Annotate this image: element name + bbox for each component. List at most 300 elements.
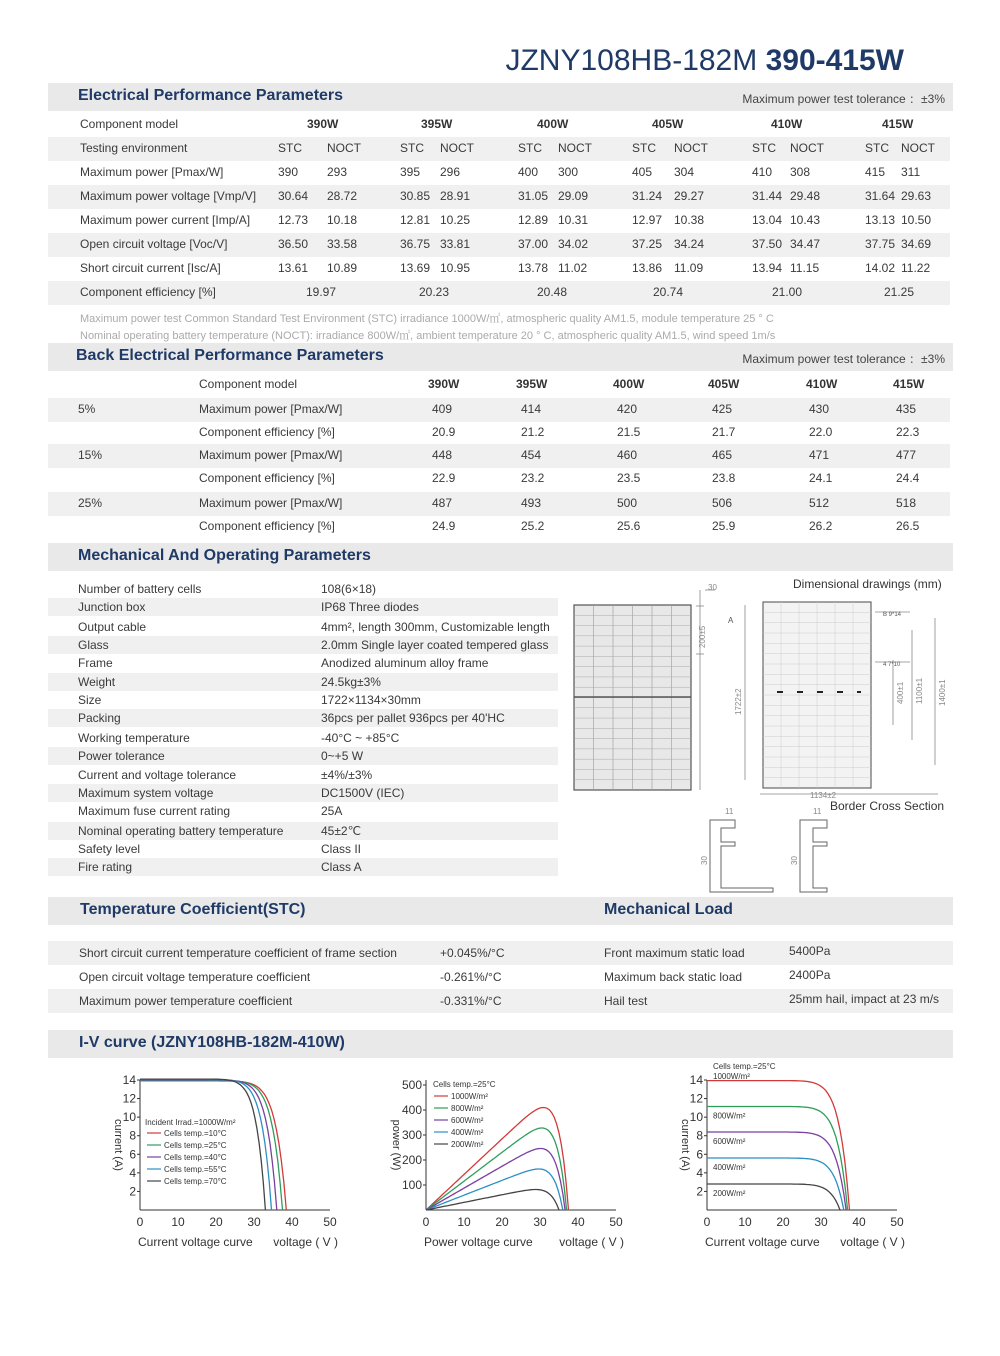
mech-row bbox=[48, 729, 558, 747]
mech-label: Fire rating bbox=[78, 860, 133, 874]
cell-value: 31.05 bbox=[518, 189, 549, 203]
x-axis-label: voltage ( V ) bbox=[559, 1235, 624, 1249]
y-tick-label: 8 bbox=[129, 1128, 136, 1143]
back-eff-row bbox=[48, 421, 950, 445]
back-power-value: 518 bbox=[896, 496, 917, 510]
cell-value: 13.94 bbox=[752, 261, 783, 275]
dim-1722: 1722±2 bbox=[734, 688, 743, 715]
cell-value: 34.02 bbox=[558, 237, 589, 251]
mech-label: Power tolerance bbox=[78, 749, 165, 763]
back-power-value: 487 bbox=[432, 496, 453, 510]
temp-row bbox=[48, 941, 953, 965]
noct-header-1: NOCT bbox=[440, 141, 474, 155]
cell-value: 10.89 bbox=[327, 261, 358, 275]
stc-header-1: STC bbox=[400, 141, 424, 155]
efficiency-value: 20.23 bbox=[419, 285, 450, 299]
series-line-3 bbox=[426, 1169, 563, 1210]
model-header-4: 410W bbox=[771, 117, 803, 131]
back-power-value: 500 bbox=[617, 496, 638, 510]
mech-label: Working temperature bbox=[78, 731, 190, 745]
efficiency-value: 20.74 bbox=[653, 285, 684, 299]
temp-label: Open circuit voltage temperature coefficient bbox=[79, 970, 311, 984]
y-axis-label: current (A) bbox=[112, 1119, 124, 1171]
cell-value: 304 bbox=[674, 165, 695, 179]
cell-value: 13.13 bbox=[865, 213, 896, 227]
load-value: 2400Pa bbox=[789, 968, 831, 982]
back-eff-value: 22.0 bbox=[809, 425, 833, 439]
dim-30-b: 30 bbox=[790, 856, 799, 865]
mech-row bbox=[48, 654, 558, 672]
back-eff-value: 24.4 bbox=[896, 471, 920, 485]
model-header-2: 400W bbox=[537, 117, 569, 131]
dim-30: 30 bbox=[708, 583, 717, 592]
cell-value: 11.22 bbox=[901, 261, 931, 275]
row-label: Maximum power [Pmax/W] bbox=[80, 165, 224, 179]
x-tick-label: 20 bbox=[776, 1215, 790, 1229]
x-tick-label: 10 bbox=[738, 1215, 752, 1229]
mech-row bbox=[48, 618, 558, 636]
back-eff-value: 21.7 bbox=[712, 425, 736, 439]
back-eff-value: 26.5 bbox=[896, 519, 920, 533]
mech-row bbox=[48, 766, 558, 784]
border-cross-section bbox=[710, 820, 827, 892]
back-eff-value: 21.2 bbox=[521, 425, 545, 439]
page-title bbox=[505, 44, 904, 78]
cell-value: 293 bbox=[327, 165, 348, 179]
cell-value: 33.58 bbox=[327, 237, 358, 251]
cell-value: 311 bbox=[901, 165, 921, 179]
border-cross-section-title: Border Cross Section bbox=[830, 799, 945, 813]
y-tick-label: 4 bbox=[696, 1165, 703, 1180]
cell-value: 405 bbox=[632, 165, 653, 179]
cell-value: 12.97 bbox=[632, 213, 663, 227]
y-tick-label: 14 bbox=[689, 1073, 703, 1087]
x-tick-label: 40 bbox=[852, 1215, 866, 1229]
temp-load-header-bar bbox=[48, 897, 953, 925]
back-model-header-1: 395W bbox=[516, 377, 548, 391]
dim-1400: 1400±1 bbox=[938, 679, 947, 706]
section-heading-back: Back Electrical Performance Parameters bbox=[76, 347, 384, 364]
noct-header-3: NOCT bbox=[674, 141, 708, 155]
chart-title: Current voltage curve bbox=[138, 1235, 253, 1249]
y-tick-label: 100 bbox=[401, 1178, 422, 1192]
legend-title: Incident Irrad.=1000W/m² bbox=[145, 1118, 236, 1127]
mech-row bbox=[48, 636, 558, 654]
cell-value: 415 bbox=[865, 165, 886, 179]
cell-value: 296 bbox=[440, 165, 461, 179]
series-line-0 bbox=[426, 1108, 569, 1211]
x-tick-label: 40 bbox=[285, 1215, 299, 1229]
back-power-value: 435 bbox=[896, 402, 917, 416]
cell-value: 10.25 bbox=[440, 213, 471, 227]
y-tick-label: 2 bbox=[696, 1184, 703, 1199]
x-tick-label: 0 bbox=[422, 1215, 430, 1229]
stc-note: Maximum power test Common Standard Test Environment (STC) irradiance 1000W/㎡, atmospheric quality AM1.5, module temperature 25 ° C bbox=[80, 313, 774, 325]
cell-value: 11.15 bbox=[790, 261, 820, 275]
back-eff-value: 22.9 bbox=[432, 471, 456, 485]
back-power-value: 493 bbox=[521, 496, 542, 510]
mech-value: 108(6×18) bbox=[321, 582, 377, 596]
dim-200: 200±5 bbox=[698, 625, 707, 648]
back-power-value: 448 bbox=[432, 448, 453, 462]
temp-label: Maximum power temperature coefficient bbox=[79, 994, 293, 1008]
cell-value: 12.89 bbox=[518, 213, 549, 227]
legend-entry: Cells temp.=55°C bbox=[164, 1165, 227, 1174]
row-label: Short circuit current [Isc/A] bbox=[80, 261, 221, 275]
cell-value: 34.69 bbox=[901, 237, 932, 251]
panel-back-view bbox=[763, 602, 871, 788]
x-tick-label: 30 bbox=[533, 1215, 547, 1229]
mech-value: 4mm², length 300mm, Customizable length bbox=[321, 620, 550, 634]
mech-value: 25A bbox=[321, 804, 343, 818]
electrical-header-bar bbox=[48, 83, 953, 111]
mech-value: ±4%/±3% bbox=[321, 768, 373, 782]
row-label: Maximum power voltage [Vmp/V] bbox=[80, 189, 257, 203]
back-eff-value: 20.9 bbox=[432, 425, 456, 439]
series-label: 200W/m² bbox=[713, 1189, 746, 1198]
bifacial-gain: 25% bbox=[78, 496, 103, 510]
back-power-label: Maximum power [Pmax/W] bbox=[199, 402, 343, 416]
back-power-value: 512 bbox=[809, 496, 830, 510]
mech-row bbox=[48, 784, 558, 802]
table-row-elec-3 bbox=[48, 185, 950, 209]
dim-1100: 1100±1 bbox=[915, 677, 924, 704]
y-tick-label: 8 bbox=[696, 1128, 703, 1143]
x-tick-label: 30 bbox=[247, 1215, 261, 1229]
cell-value: 10.50 bbox=[901, 213, 932, 227]
cell-value: 28.72 bbox=[327, 189, 358, 203]
section-heading-curves: I-V curve (JZNY108HB-182M-410W) bbox=[79, 1034, 345, 1051]
back-eff-value: 25.9 bbox=[712, 519, 736, 533]
mech-value: 45±2℃ bbox=[321, 824, 362, 838]
mech-value: Class II bbox=[321, 842, 362, 856]
table-row-elec-0 bbox=[48, 113, 950, 137]
cell-value: 300 bbox=[558, 165, 579, 179]
back-tolerance-note: Maximum power test tolerance ：±3% bbox=[742, 352, 945, 366]
model-name: JZNY108HB-182M bbox=[505, 44, 758, 77]
mech-row bbox=[48, 691, 558, 709]
cell-value: 13.86 bbox=[632, 261, 663, 275]
back-eff-label: Component efficiency [%] bbox=[199, 519, 335, 533]
cell-value: 11.09 bbox=[674, 261, 704, 275]
mech-label: Nominal operating battery temperature bbox=[78, 824, 284, 838]
mech-label: Maximum fuse current rating bbox=[78, 804, 231, 818]
x-axis-label: voltage ( V ) bbox=[840, 1235, 905, 1249]
dim-30-a: 30 bbox=[700, 856, 709, 865]
mech-row bbox=[48, 673, 558, 691]
back-eff-label: Component efficiency [%] bbox=[199, 471, 335, 485]
model-header-3: 405W bbox=[652, 117, 684, 131]
x-tick-label: 20 bbox=[209, 1215, 223, 1229]
y-tick-label: 12 bbox=[122, 1091, 136, 1106]
table-row-elec-1 bbox=[48, 137, 950, 161]
mech-row bbox=[48, 822, 558, 840]
cell-value: 11.02 bbox=[558, 261, 588, 275]
x-tick-label: 20 bbox=[495, 1215, 509, 1229]
x-tick-label: 50 bbox=[323, 1215, 337, 1229]
efficiency-value: 20.48 bbox=[537, 285, 568, 299]
back-header-row bbox=[48, 373, 950, 397]
series-label: 1000W/m² bbox=[713, 1072, 750, 1081]
efficiency-value: 21.00 bbox=[772, 285, 803, 299]
mech-label: Safety level bbox=[78, 842, 141, 856]
cell-value: 29.27 bbox=[674, 189, 705, 203]
back-power-label: Maximum power [Pmax/W] bbox=[199, 496, 343, 510]
cell-value: 395 bbox=[400, 165, 421, 179]
cell-value: 37.75 bbox=[865, 237, 896, 251]
load-value: 25mm hail, impact at 23 m/s bbox=[789, 992, 940, 1006]
mech-value: Anodized aluminum alloy frame bbox=[321, 656, 489, 670]
temp-value: +0.045%/°C bbox=[440, 946, 505, 960]
chart-1 bbox=[381, 1065, 641, 1265]
y-tick-label: 6 bbox=[129, 1147, 136, 1162]
table-row-elec-6 bbox=[48, 257, 950, 281]
section-heading-electrical: Electrical Performance Parameters bbox=[78, 87, 344, 104]
x-tick-label: 50 bbox=[609, 1215, 623, 1229]
x-tick-label: 0 bbox=[136, 1215, 144, 1229]
back-model-header-3: 405W bbox=[708, 377, 740, 391]
legend-title: Cells temp.=25°C bbox=[433, 1080, 496, 1089]
cell-value: 10.18 bbox=[327, 213, 358, 227]
cell-value: 400 bbox=[518, 165, 539, 179]
back-power-value: 414 bbox=[521, 402, 542, 416]
cell-value: 37.25 bbox=[632, 237, 663, 251]
dim-1134: 1134±2 bbox=[810, 791, 837, 800]
back-eff-label: Component efficiency [%] bbox=[199, 425, 335, 439]
mech-value: 2.0mm Single layer coated tempered glass bbox=[321, 638, 549, 652]
back-eff-value: 24.9 bbox=[432, 519, 456, 533]
stc-header-4: STC bbox=[752, 141, 776, 155]
back-power-row bbox=[48, 444, 950, 468]
label-back-component-model: Component model bbox=[199, 377, 298, 391]
section-heading-load: Mechanical Load bbox=[604, 901, 733, 918]
mech-label: Frame bbox=[78, 656, 113, 670]
mech-label: Size bbox=[78, 693, 102, 707]
x-axis-label: voltage ( V ) bbox=[273, 1235, 338, 1249]
y-tick-label: 6 bbox=[696, 1147, 703, 1162]
cell-value: 13.04 bbox=[752, 213, 783, 227]
back-eff-value: 25.2 bbox=[521, 519, 545, 533]
mech-value: Class A bbox=[321, 860, 362, 874]
label-component-model: Component model bbox=[80, 117, 179, 131]
cell-value: 37.00 bbox=[518, 237, 549, 251]
mechanical-header-bar bbox=[48, 543, 953, 571]
load-label: Hail test bbox=[604, 994, 648, 1008]
y-tick-label: 4 bbox=[129, 1165, 136, 1180]
cell-value: 308 bbox=[790, 165, 811, 179]
dimensional-drawing bbox=[565, 580, 955, 900]
model-header-1: 395W bbox=[421, 117, 453, 131]
tolerance-note: Maximum power test tolerance ：±3% bbox=[742, 92, 945, 106]
legend-entry: 1000W/m² bbox=[451, 1092, 488, 1101]
cell-value: 10.31 bbox=[558, 213, 589, 227]
mech-value: 36pcs per pallet 936pcs per 40'HC bbox=[321, 711, 505, 725]
x-tick-label: 10 bbox=[457, 1215, 471, 1229]
y-tick-label: 12 bbox=[689, 1091, 703, 1106]
back-eff-value: 21.5 bbox=[617, 425, 641, 439]
dimensional-drawings-title: Dimensional drawings (mm) bbox=[793, 577, 942, 591]
mech-value: -40°C ~ +85°C bbox=[321, 731, 400, 745]
dim-t: 4 7*10 bbox=[883, 662, 901, 668]
y-tick-label: 14 bbox=[122, 1073, 136, 1087]
temp-row bbox=[48, 965, 953, 989]
cell-value: 29.63 bbox=[901, 189, 932, 203]
mech-value: IP68 Three diodes bbox=[321, 600, 419, 614]
temp-label: Short circuit current temperature coefficient of frame section bbox=[79, 946, 397, 960]
label-testing-environment: Testing environment bbox=[80, 141, 188, 155]
cell-value: 13.61 bbox=[278, 261, 309, 275]
mech-value: 0~+5 W bbox=[321, 749, 364, 763]
cell-value: 31.24 bbox=[632, 189, 663, 203]
y-tick-label: 500 bbox=[401, 1078, 422, 1092]
noct-header-2: NOCT bbox=[558, 141, 592, 155]
back-eff-value: 22.3 bbox=[896, 425, 920, 439]
y-axis-label: current (A) bbox=[679, 1119, 691, 1171]
stc-header-5: STC bbox=[865, 141, 889, 155]
back-power-row bbox=[48, 398, 950, 422]
dim-11-b: 11 bbox=[813, 807, 822, 816]
model-header-5: 415W bbox=[882, 117, 914, 131]
cell-value: 34.47 bbox=[790, 237, 821, 251]
legend-entry: Cells temp.=10°C bbox=[164, 1129, 227, 1138]
cell-value: 12.81 bbox=[400, 213, 431, 227]
cell-value: 30.64 bbox=[278, 189, 309, 203]
back-eff-value: 25.6 bbox=[617, 519, 641, 533]
back-power-value: 430 bbox=[809, 402, 830, 416]
y-tick-label: 10 bbox=[122, 1110, 136, 1125]
cell-value: 390 bbox=[278, 165, 299, 179]
cell-value: 10.95 bbox=[440, 261, 471, 275]
load-label: Front maximum static load bbox=[604, 946, 745, 960]
row-label: Maximum power current [Imp/A] bbox=[80, 213, 251, 227]
cell-value: 28.91 bbox=[440, 189, 471, 203]
back-power-value: 420 bbox=[617, 402, 638, 416]
cell-value: 33.81 bbox=[440, 237, 471, 251]
legend-entry: 400W/m² bbox=[451, 1128, 484, 1137]
table-row-elec-4 bbox=[48, 209, 950, 233]
back-power-value: 506 bbox=[712, 496, 733, 510]
back-eff-row bbox=[48, 467, 950, 491]
y-axis-label: power (W) bbox=[390, 1119, 402, 1171]
load-value: 5400Pa bbox=[789, 944, 831, 958]
series-label: 800W/m² bbox=[713, 1111, 746, 1121]
model-header-0: 390W bbox=[307, 117, 339, 131]
mech-label: Current and voltage tolerance bbox=[78, 768, 237, 782]
chart-2 bbox=[670, 1053, 930, 1253]
y-tick-label: 300 bbox=[401, 1128, 422, 1142]
cell-value: 36.75 bbox=[400, 237, 431, 251]
temp-value: -0.261%/°C bbox=[440, 970, 502, 984]
back-header-bar bbox=[48, 343, 953, 371]
back-power-value: 471 bbox=[809, 448, 830, 462]
power-range: 390-415W bbox=[765, 44, 904, 77]
back-eff-row bbox=[48, 515, 950, 539]
noct-note: Nominal operating battery temperature (NOCT): irradiance 800W/㎡, ambient temperature 20 ° C, atmospheric quality AM1.5, wind speed 1m/s bbox=[80, 330, 776, 342]
legend-entry: Cells temp.=70°C bbox=[164, 1177, 227, 1186]
back-power-label: Maximum power [Pmax/W] bbox=[199, 448, 343, 462]
cell-value: 12.73 bbox=[278, 213, 309, 227]
x-tick-label: 10 bbox=[171, 1215, 185, 1229]
stc-header-0: STC bbox=[278, 141, 302, 155]
chart-title: Power voltage curve bbox=[424, 1235, 533, 1249]
mech-row bbox=[48, 598, 558, 616]
stc-header-3: STC bbox=[632, 141, 656, 155]
mech-label: Number of battery cells bbox=[78, 582, 202, 596]
cell-value: 13.69 bbox=[400, 261, 431, 275]
noct-header-0: NOCT bbox=[327, 141, 361, 155]
mech-row bbox=[48, 747, 558, 765]
bifacial-gain: 15% bbox=[78, 448, 103, 462]
legend-title: Cells temp.=25°C bbox=[713, 1062, 776, 1071]
chart-title: Current voltage curve bbox=[705, 1235, 820, 1249]
mech-label: Weight bbox=[78, 675, 116, 689]
temp-row bbox=[48, 989, 953, 1013]
series-label: 400W/m² bbox=[713, 1163, 746, 1172]
back-eff-value: 26.2 bbox=[809, 519, 833, 533]
cell-value: 10.43 bbox=[790, 213, 821, 227]
mech-label: Maximum system voltage bbox=[78, 786, 214, 800]
back-power-value: 460 bbox=[617, 448, 638, 462]
cell-value: 10.38 bbox=[674, 213, 705, 227]
y-tick-label: 2 bbox=[129, 1184, 136, 1199]
legend-entry: Cells temp.=40°C bbox=[164, 1153, 227, 1162]
back-eff-value: 24.1 bbox=[809, 471, 833, 485]
back-model-header-5: 415W bbox=[893, 377, 925, 391]
efficiency-value: 21.25 bbox=[884, 285, 915, 299]
mech-value: DC1500V (IEC) bbox=[321, 786, 405, 800]
back-power-value: 425 bbox=[712, 402, 733, 416]
cell-value: 37.50 bbox=[752, 237, 783, 251]
x-tick-label: 40 bbox=[571, 1215, 585, 1229]
x-tick-label: 50 bbox=[890, 1215, 904, 1229]
dim-400: 400±1 bbox=[896, 681, 905, 704]
stc-header-2: STC bbox=[518, 141, 542, 155]
mech-value: 1722×1134×30mm bbox=[321, 693, 421, 707]
dim-11-a: 11 bbox=[725, 807, 734, 816]
mech-row bbox=[48, 858, 558, 876]
cell-value: 14.02 bbox=[865, 261, 896, 275]
dim-b: B 9*14 bbox=[883, 612, 902, 618]
panel-front-view bbox=[574, 605, 691, 790]
noct-header-4: NOCT bbox=[790, 141, 824, 155]
back-power-row bbox=[48, 492, 950, 516]
back-eff-value: 23.8 bbox=[712, 471, 736, 485]
table-row-elec-5 bbox=[48, 233, 950, 257]
mech-label: Glass bbox=[78, 638, 109, 652]
mech-row bbox=[48, 709, 558, 727]
cell-value: 31.44 bbox=[752, 189, 783, 203]
y-tick-label: 200 bbox=[401, 1153, 422, 1167]
mech-value: 24.5kg±3% bbox=[321, 675, 381, 689]
back-power-value: 409 bbox=[432, 402, 453, 416]
temp-value: -0.331%/°C bbox=[440, 994, 502, 1008]
cell-value: 29.48 bbox=[790, 189, 821, 203]
row-label: Open circuit voltage [Voc/V] bbox=[80, 237, 228, 251]
cell-value: 31.64 bbox=[865, 189, 896, 203]
x-tick-label: 30 bbox=[814, 1215, 828, 1229]
back-power-value: 477 bbox=[896, 448, 917, 462]
section-heading-mechanical: Mechanical And Operating Parameters bbox=[78, 547, 371, 564]
back-model-header-0: 390W bbox=[428, 377, 460, 391]
back-model-header-2: 400W bbox=[613, 377, 645, 391]
series-label: 600W/m² bbox=[713, 1137, 746, 1146]
mech-label: Junction box bbox=[78, 600, 146, 614]
cell-value: 30.85 bbox=[400, 189, 431, 203]
noct-header-5: NOCT bbox=[901, 141, 935, 155]
back-eff-value: 23.2 bbox=[521, 471, 545, 485]
back-power-value: 454 bbox=[521, 448, 542, 462]
mech-row bbox=[48, 802, 558, 820]
